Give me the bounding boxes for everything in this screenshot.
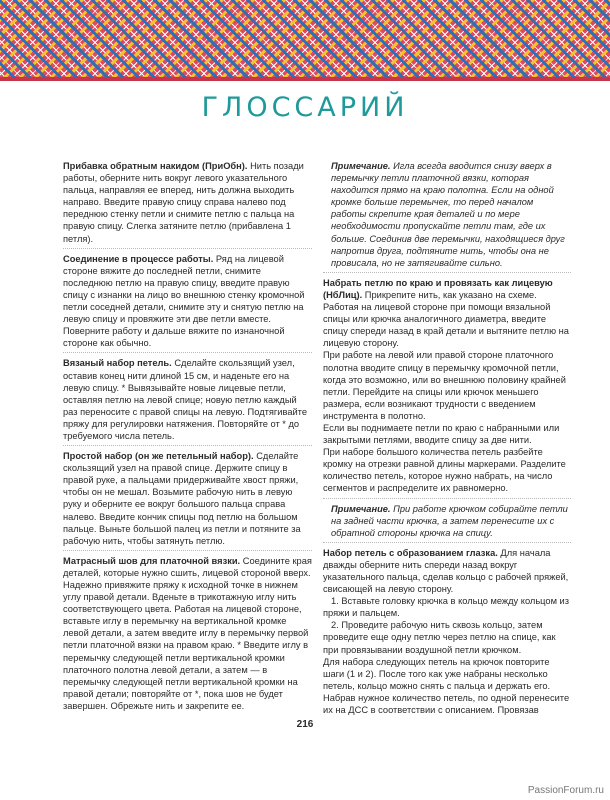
entry-term: Простой набор (он же петельный набор).: [63, 451, 254, 462]
glossary-entry: [63, 450, 312, 551]
entry-text: Сделайте скользящий узел, оставив конец нити длиной 15 см, и наденьте его на левую спицу. * Вывязывайте новые лицевые петли, оставляя петлю на левой спице; новую петлю каждый раз переносите с правой спицы на левую. Подтягивайте пряжу для регулировки натяжения. Повторяйте от * до требуемого числа петель.: [63, 358, 308, 441]
entry-term: Соединение в процессе работы.: [63, 253, 214, 264]
glossary-entry: [63, 555, 312, 715]
note-text: Игла всегда вводится снизу вверх в перемычку петли платочной вязки, которая находится прямо на краю полотна. Если на одной кромке больше перемычек, то перед началом работы скрепите края деталей и по мере необходимости пропускайте петли там, где их больше. Соединив две перемычки, находящиеся друг напротив друга, подтяните нить, чтобы она не провисала, но не затягивайте сильно.: [331, 161, 565, 268]
glossary-entry: [63, 357, 312, 446]
glossary-entry: [63, 253, 312, 354]
page-title: ГЛОССАРИЙ: [201, 92, 409, 123]
entry-term: Прибавка обратным накидом (ПриОбн).: [63, 161, 248, 171]
entry-paragraph: Если вы поднимаете петли по краю с набранными или закрытыми петлями, вводите спицу за две нити.: [323, 422, 560, 446]
entry-paragraph: При наборе большого количества петель разбейте кромку на отрезки равной длины маркерами. Разделите количество петель, которое нужно набрать, на число сегментов и распределите их равномерно.: [323, 447, 566, 494]
glossary-note: [323, 503, 571, 543]
entry-text: Нить позади работы, оберните нить вокруг левого указательного пальца, направляя ее вперед, нить должна выходить направо. Введите правую спицу справа налево под переднюю стенку петли и снимите петлю с пальца на правую спицу. Слегка затяните петлю (прибавлена 1 петля).: [63, 161, 304, 244]
watermark: PassionForum.ru: [527, 785, 604, 796]
glossary-entry: [323, 277, 571, 499]
left-column: [63, 160, 312, 719]
entry-step: 1. Вставьте головку крючка в кольцо между кольцом из пряжи и пальцем.: [323, 596, 570, 619]
glossary-note: [323, 160, 571, 273]
note-label: Примечание.: [331, 161, 391, 171]
right-column: [323, 160, 571, 723]
entry-text: Сделайте скользящий узел на правой спице. Держите спицу в правой руке, а пальцами придерживайте хвост пряжи, чтобы он не мешал. Возьмите рабочую нить в левую руку и оберните ее вокруг большого пальца справа налево. Введите кончик спицы под петлю на большом пальце. Выньте большой палец из петли и потяните за рабочую нить, чтобы затянуть петлю.: [63, 451, 301, 546]
entry-paragraph: При работе на левой или правой стороне платочного полотна вводите спицу в перемычку кромочной петли, когда это возможно, или во внешнюю половину крайней петли. Перейдите на спицы или крючок меньшего размера, если возникают трудности с введением инструмента в полотно.: [323, 350, 566, 421]
entry-text: Ряд на лицевой стороне вяжите до последней петли, снимите последнюю петлю на правую спицу, введите правую спицу с изнанки на лицо во внешнюю стенку кромочной петли соседней детали, снимите эту и снятую петлю на левую спицу и провяжите эти две петли вместе. Поверните работу и дальше вяжите по изнаночной стороне как обычно.: [63, 253, 305, 349]
entry-paragraph: Для набора следующих петель на крючок повторите шаги (1 и 2). После того как уже набраны несколько петель, кольцо можно снять с пальца и держать его. Набрав нужное количество петель, по одной перенесите их на ДСС в соответствии с описанием. Провязав: [323, 656, 570, 716]
entry-text: Для начала дважды оберните нить спереди назад вокруг указательного пальца, сделав кольцо с рабочей пряжей, свисающей на левую сторону.: [323, 547, 569, 595]
entry-text: Соедините края деталей, которые нужно сшить, лицевой стороной вверх. Надежно привяжите пряжу к исходной точке в нижнем углу правой детали. Вденьте в трикотажную иглу нить соответствующего цвета. Работая на лицевой стороне, вставьте иглу в перемычку на вертикальной кромке левой детали, а затем введите иглу в перемычку первой петли платочной вязки на правом краю. * Введите иглу в перемычку следующей петли вертикальной кромки платочного полотна левой детали, а затем — в перемычку следующей петли вертикальной кромки на правой детали; повторяйте от *, пока шов не будет завершен. Обрежьте нить и закрепите ее.: [63, 555, 312, 711]
glossary-entry: [323, 547, 571, 719]
entry-text: Прикрепите нить, как указано на схеме. Работая на лицевой стороне при помощи вязальной спицы или крючка аналогичного диаметра, введите спицу спереди назад в край детали и вытяните петлю на лицевую сторону.: [323, 289, 569, 349]
entry-term: Набор петель с образованием глазка.: [323, 547, 498, 558]
entry-term: Вязаный набор петель.: [63, 358, 172, 369]
entry-step: 2. Проведите рабочую нить сквозь кольцо, затем проведите еще одну петлю через петлю на спице, как при провязывании воздушной петли крючком.: [323, 620, 556, 655]
page-number: 216: [296, 719, 314, 730]
glossary-entry: [63, 160, 312, 249]
entry-term: Набрать петлю по краю и провязать как лицевую (НбЛиц).: [323, 277, 553, 300]
decorative-pattern-banner: [0, 0, 610, 81]
note-label: Примечание.: [331, 503, 391, 514]
note-text: При работе крючком собирайте петли на задней части крючка, а затем перенесите их с обратной стороны крючка на спицу.: [331, 503, 568, 538]
entry-term: Матрасный шов для платочной вязки.: [63, 555, 241, 566]
